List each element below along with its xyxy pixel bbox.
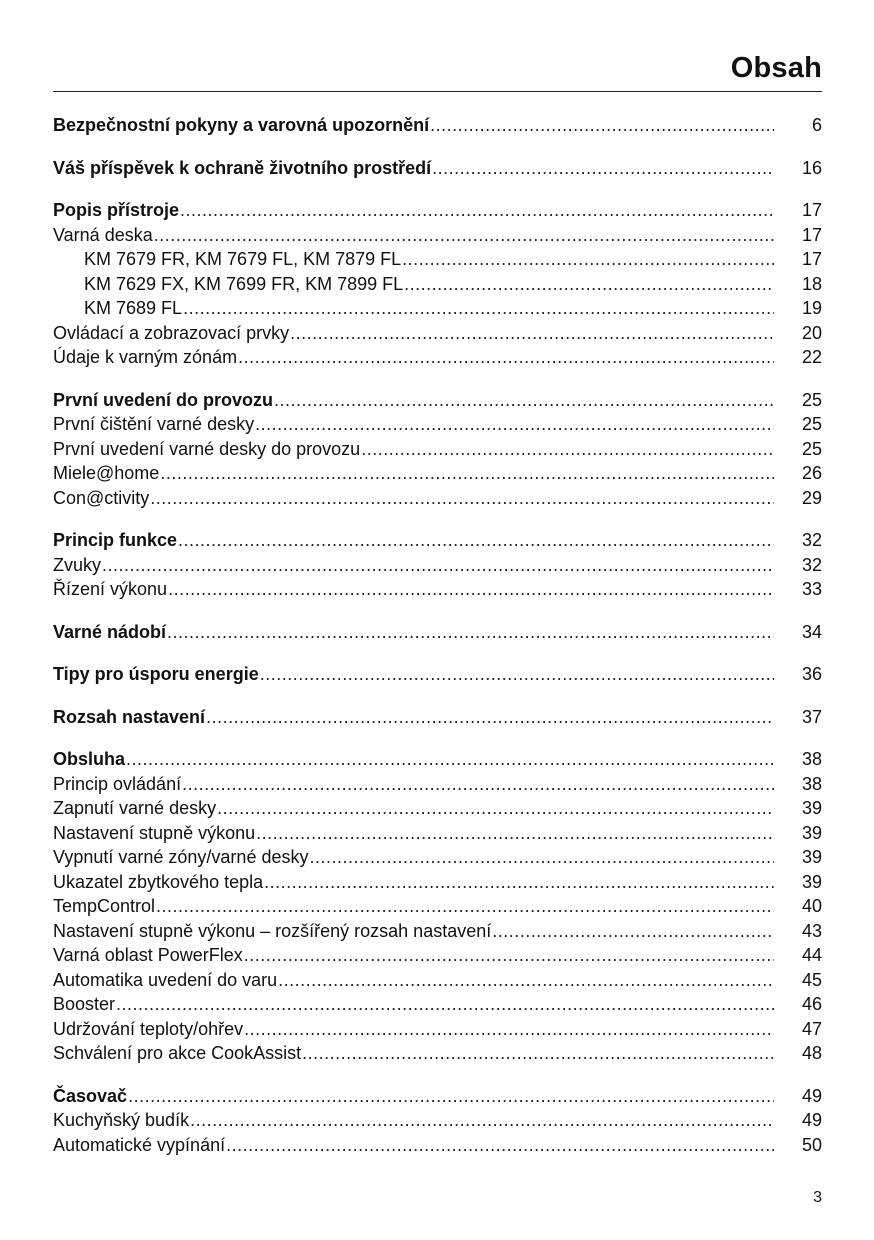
toc-entry-page: 16 (801, 157, 822, 178)
toc-entry-label: Zapnutí varné desky (53, 798, 217, 818)
toc-entry-page: 32 (801, 554, 822, 575)
toc-entry[interactable] (53, 1017, 822, 1042)
toc-entry-page: 29 (801, 487, 822, 508)
dot-leader (274, 388, 774, 413)
toc-entry-label: Popis přístroje (53, 200, 180, 220)
toc-entry-page: 39 (801, 871, 822, 892)
toc-entry[interactable] (53, 772, 822, 797)
toc-entry-page: 39 (801, 798, 822, 818)
toc-entry-label: Varná oblast PowerFlex (53, 945, 243, 965)
dot-leader (404, 272, 774, 297)
dot-leader (402, 247, 774, 272)
toc-entry-page: 45 (801, 969, 822, 990)
toc-section (53, 1084, 822, 1158)
toc-entry-page: 37 (801, 706, 822, 727)
toc-entry[interactable] (53, 437, 822, 462)
dot-leader (178, 528, 774, 553)
toc-entry-label: Rozsah nastavení (53, 706, 206, 727)
toc-entry-page: 25 (801, 389, 822, 410)
toc-entry-label: Schválení pro akce CookAssist (53, 1043, 302, 1063)
toc-entry[interactable] (53, 821, 822, 846)
toc-entry-page: 43 (801, 920, 822, 941)
dot-leader (302, 1041, 774, 1066)
dot-leader (167, 620, 774, 645)
toc-entry[interactable] (53, 1041, 822, 1066)
toc-entry-page: 25 (801, 414, 822, 434)
toc-entry[interactable] (53, 272, 822, 297)
toc-chapter-entry[interactable] (53, 198, 822, 223)
toc-entry-label: Udržování teploty/ohřev (53, 1018, 244, 1039)
dot-leader (102, 553, 774, 578)
toc-section (53, 388, 822, 511)
toc-section (53, 528, 822, 602)
toc-entry-label: Časovač (53, 1085, 128, 1106)
toc-entry-page: 33 (801, 579, 822, 599)
toc-entry-label: Automatika uvedení do varu (53, 969, 278, 990)
toc-entry-label: Con@ctivity (53, 487, 150, 508)
page-title: Obsah (730, 52, 822, 84)
toc-entry-label: Ovládací a zobrazovací prvky (53, 322, 290, 343)
toc-section (53, 113, 822, 138)
toc-entry-label: Princip ovládání (53, 773, 182, 794)
toc-entry-page: 50 (801, 1134, 822, 1155)
toc-section (53, 705, 822, 730)
toc-section (53, 662, 822, 687)
toc-entry-page: 39 (801, 822, 822, 843)
dot-leader (156, 894, 774, 919)
toc-section (53, 198, 822, 370)
toc-entry-page: 22 (801, 347, 822, 367)
toc-entry[interactable] (53, 412, 822, 437)
toc-entry[interactable] (53, 321, 822, 346)
title-divider (53, 91, 822, 92)
toc-entry-page: 32 (801, 530, 822, 550)
dot-leader (128, 1084, 774, 1109)
toc-entry-page: 49 (801, 1085, 822, 1106)
toc-entry-label: Booster (53, 994, 116, 1014)
dot-leader (361, 437, 774, 462)
toc-entry-page: 25 (801, 438, 822, 459)
dot-leader (309, 845, 774, 870)
toc-entry-label: Miele@home (53, 463, 160, 483)
toc-entry[interactable] (53, 345, 822, 370)
toc-entry-page: 46 (801, 994, 822, 1014)
toc-entry-label: Automatické vypínání (53, 1134, 226, 1155)
dot-leader (256, 821, 774, 846)
dot-leader (492, 919, 774, 944)
toc-section (53, 620, 822, 645)
toc-entry-page: 47 (801, 1018, 822, 1039)
toc-entry-label: První uvedení varné desky do provozu (53, 438, 361, 459)
dot-leader (182, 772, 774, 797)
toc-entry-label: První čištění varné desky (53, 414, 255, 434)
toc-chapter-entry[interactable] (53, 388, 822, 413)
dot-leader (168, 577, 774, 602)
toc-chapter-entry[interactable] (53, 620, 822, 645)
dot-leader (430, 113, 774, 138)
toc-entry-label: První uvedení do provozu (53, 389, 274, 410)
toc-chapter-entry[interactable] (53, 528, 822, 553)
toc-entry-page: 49 (801, 1110, 822, 1130)
dot-leader (278, 968, 774, 993)
toc-entry-page: 26 (801, 463, 822, 483)
toc-entry[interactable] (53, 796, 822, 821)
dot-leader (238, 345, 774, 370)
dot-leader (226, 1133, 774, 1158)
dot-leader (244, 1017, 774, 1042)
toc-entry-page: 17 (801, 200, 822, 220)
toc-entry[interactable] (53, 894, 822, 919)
dot-leader (260, 662, 774, 687)
table-of-contents (53, 113, 822, 1175)
toc-entry-label: KM 7689 FL (84, 298, 183, 318)
toc-entry-page: 48 (801, 1043, 822, 1063)
toc-entry-label: Obsluha (53, 749, 126, 769)
toc-entry-page: 17 (801, 224, 822, 245)
toc-entry-page: 19 (801, 298, 822, 318)
toc-entry-label: Varná deska (53, 224, 153, 245)
toc-entry-page: 17 (801, 249, 822, 269)
toc-entry[interactable] (53, 1133, 822, 1158)
dot-leader (432, 156, 774, 181)
dot-leader (154, 223, 774, 248)
toc-entry-page: 38 (801, 773, 822, 794)
toc-entry[interactable] (53, 486, 822, 511)
dot-leader (180, 198, 774, 223)
toc-entry-label: Ukazatel zbytkového tepla (53, 871, 264, 892)
page-number: 3 (813, 1189, 822, 1206)
toc-entry-label: Varné nádobí (53, 621, 167, 642)
toc-entry-page: 6 (811, 115, 822, 135)
toc-chapter-entry[interactable] (53, 113, 822, 138)
toc-entry[interactable] (53, 919, 822, 944)
toc-section (53, 156, 822, 181)
dot-leader (255, 412, 774, 437)
dot-leader (217, 796, 774, 821)
toc-chapter-entry[interactable] (53, 747, 822, 772)
toc-entry-page: 39 (801, 847, 822, 867)
toc-entry-label: Řízení výkonu (53, 579, 168, 599)
toc-entry-label: Bezpečnostní pokyny a varovná upozornění (53, 115, 430, 135)
toc-chapter-entry[interactable] (53, 156, 822, 181)
dot-leader (244, 943, 774, 968)
toc-entry[interactable] (53, 553, 822, 578)
toc-entry-label: KM 7679 FR, KM 7679 FL, KM 7879 FL (84, 249, 402, 269)
dot-leader (206, 705, 774, 730)
toc-entry-page: 36 (801, 664, 822, 684)
toc-entry-page: 44 (801, 945, 822, 965)
toc-entry-label: Vypnutí varné zóny/varné desky (53, 847, 309, 867)
toc-entry[interactable] (53, 461, 822, 486)
dot-leader (116, 992, 774, 1017)
dot-leader (264, 870, 774, 895)
toc-entry-page: 34 (801, 621, 822, 642)
toc-entry[interactable] (53, 992, 822, 1017)
toc-entry[interactable] (53, 223, 822, 248)
toc-entry-label: Údaje k varným zónám (53, 347, 238, 367)
toc-entry-label: Zvuky (53, 554, 102, 575)
toc-entry[interactable] (53, 1108, 822, 1133)
dot-leader (126, 747, 774, 772)
toc-entry[interactable] (53, 968, 822, 993)
toc-entry[interactable] (53, 577, 822, 602)
toc-entry-label: Princip funkce (53, 530, 178, 550)
toc-entry-label: Váš příspěvek k ochraně životního prostředí (53, 157, 432, 178)
toc-entry-label: Nastavení stupně výkonu – rozšířený rozsah nastavení (53, 920, 492, 941)
dot-leader (290, 321, 774, 346)
toc-entry[interactable] (53, 870, 822, 895)
toc-chapter-entry[interactable] (53, 662, 822, 687)
toc-entry[interactable] (53, 296, 822, 321)
toc-entry[interactable] (53, 845, 822, 870)
toc-chapter-entry[interactable] (53, 705, 822, 730)
toc-chapter-entry[interactable] (53, 1084, 822, 1109)
toc-entry-label: TempControl (53, 896, 156, 916)
toc-entry-page: 38 (801, 749, 822, 769)
toc-entry[interactable] (53, 247, 822, 272)
toc-entry-label: Tipy pro úsporu energie (53, 664, 259, 684)
toc-entry-page: 20 (801, 322, 822, 343)
dot-leader (150, 486, 774, 511)
dot-leader (183, 296, 774, 321)
toc-entry-label: KM 7629 FX, KM 7699 FR, KM 7899 FL (84, 273, 404, 294)
toc-entry-label: Nastavení stupně výkonu (53, 822, 256, 843)
toc-entry-page: 40 (801, 896, 822, 916)
toc-entry-page: 18 (801, 273, 822, 294)
dot-leader (160, 461, 774, 486)
toc-entry-label: Kuchyňský budík (53, 1110, 190, 1130)
toc-entry[interactable] (53, 943, 822, 968)
toc-section (53, 747, 822, 1066)
dot-leader (190, 1108, 774, 1133)
